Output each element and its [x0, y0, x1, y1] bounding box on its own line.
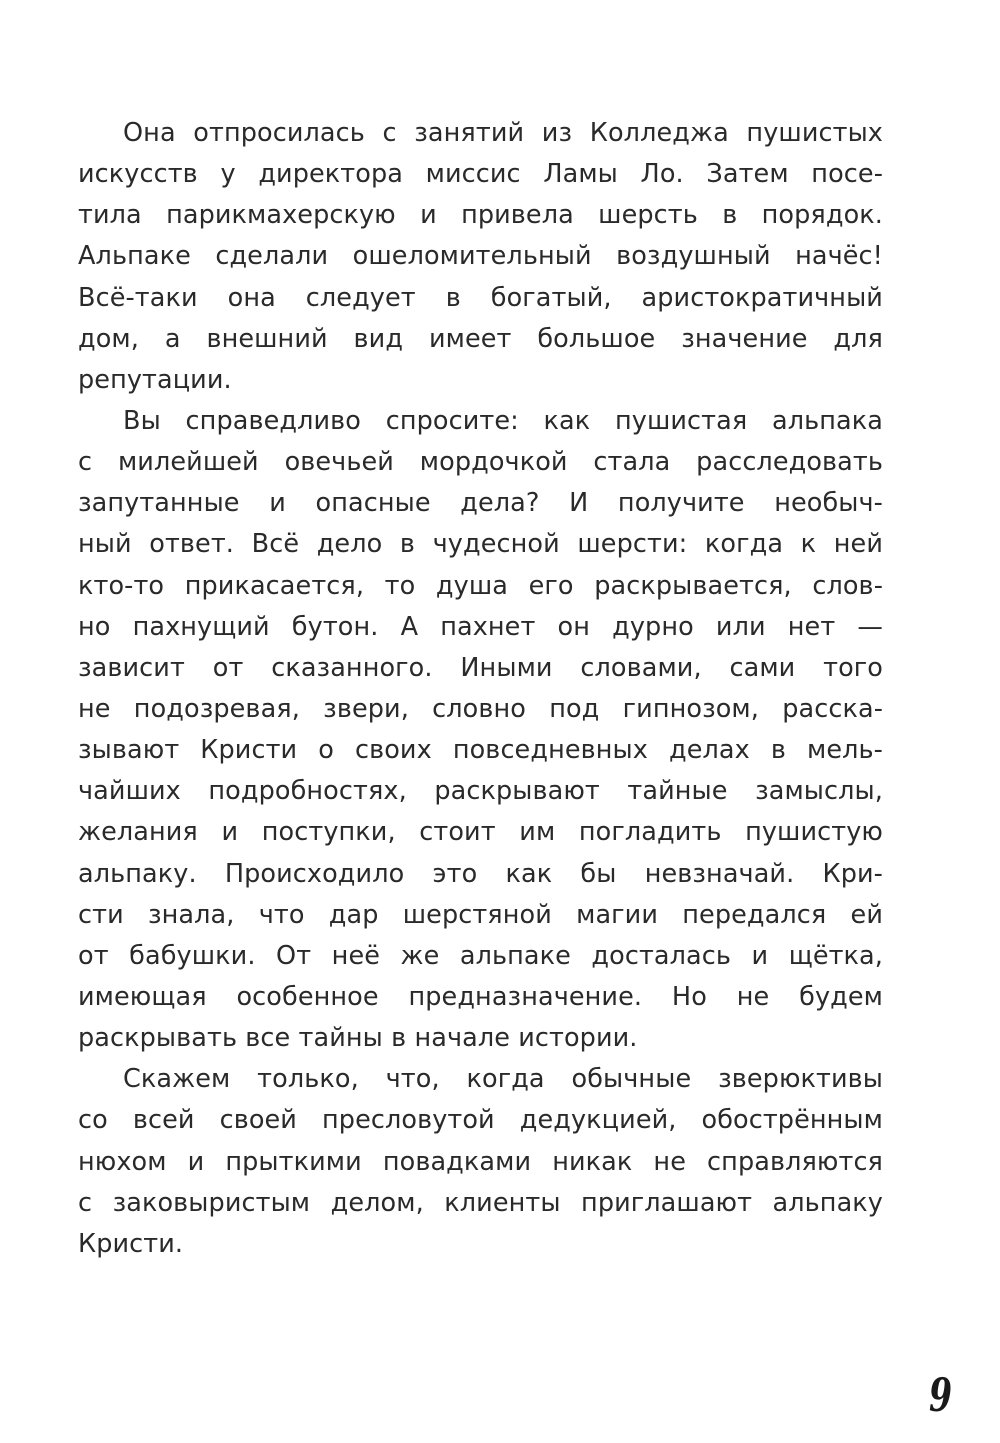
text-line: нюхом и прыткими повадками никак не справляются: [78, 1146, 883, 1177]
text-line: Вы справедливо спросите: как пушистая альпака: [123, 405, 883, 436]
text-line: Скажем только, что, когда обычные зверюктивы: [123, 1064, 883, 1095]
text-line: зависит от сказанного. Иными словами, сами того: [78, 652, 883, 683]
text-line: раскрывать все тайны в начале истории.: [78, 1023, 638, 1054]
text-line: тила парикмахерскую и привела шерсть в порядок.: [78, 200, 883, 231]
text-line: кто-то прикасается, то душа его раскрывается, слов-: [78, 570, 883, 601]
text-line: со всей своей пресловутой дедукцией, обострённым: [78, 1105, 883, 1136]
text-line: желания и поступки, стоит им погладить пушистую: [78, 817, 883, 848]
text-line: чайших подробностях, раскрывают тайные замыслы,: [78, 776, 883, 807]
paragraph-1: [78, 113, 883, 401]
text-line: но пахнущий бутон. А пахнет он дурно или нет —: [78, 611, 883, 642]
text-line: Альпаке сделали ошеломительный воздушный начёс!: [78, 241, 883, 272]
text-line: репутации.: [78, 364, 232, 395]
body-text: [78, 113, 883, 1265]
text-line: запутанные и опасные дела? И получите необыч-: [78, 488, 883, 519]
text-line: с заковыристым делом, клиенты приглашают альпаку: [78, 1187, 883, 1218]
text-line: Всё-таки она следует в богатый, аристократичный: [78, 282, 883, 313]
text-line: от бабушки. От неё же альпаке досталась и щётка,: [78, 940, 883, 971]
text-line: дом, а внешний вид имеет большое значение для: [78, 323, 883, 354]
text-line: искусств у директора миссис Ламы Ло. Затем посе-: [78, 159, 883, 190]
text-line: сти знала, что дар шерстяной магии передался ей: [78, 899, 883, 930]
paragraph-3: [78, 1059, 883, 1265]
text-line: зывают Кристи о своих повседневных делах в мель-: [78, 735, 883, 766]
page-number: 9: [928, 1368, 952, 1422]
text-line: Кристи.: [78, 1228, 184, 1259]
paragraph-2: [78, 401, 883, 1059]
text-line: не подозревая, звери, словно под гипнозом, расска-: [78, 693, 883, 724]
text-line: ный ответ. Всё дело в чудесной шерсти: когда к ней: [78, 529, 883, 560]
text-line: Она отпросилась с занятий из Колледжа пушистых: [123, 118, 883, 148]
text-line: альпаку. Происходило это как бы невзначай. Кри-: [78, 858, 883, 889]
text-line: с милейшей овечьей мордочкой стала расследовать: [78, 447, 883, 478]
text-line: имеющая особенное предназначение. Но не будем: [78, 981, 883, 1012]
